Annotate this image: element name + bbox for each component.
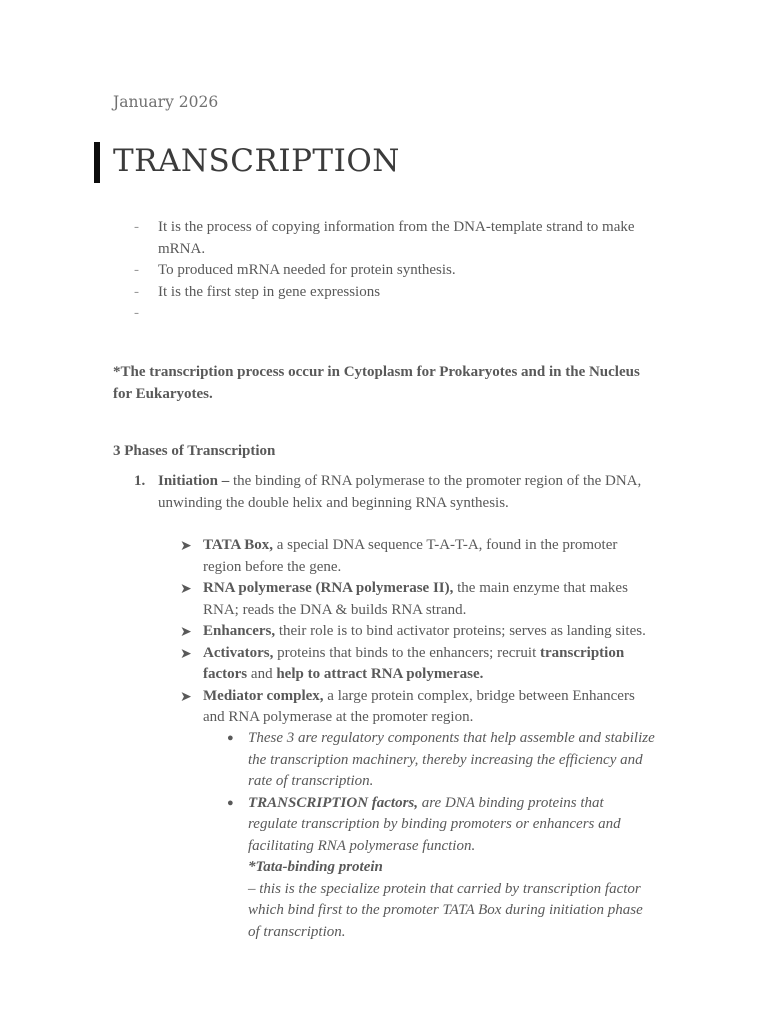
component-item — [180, 686, 652, 729]
list-item — [113, 260, 653, 282]
list-item-text: It is the first step in gene expressions — [158, 283, 381, 300]
phase-item — [113, 471, 653, 514]
component-term-secondary: transcription factors — [203, 644, 625, 682]
component-term: Activators, — [203, 644, 274, 661]
component-item — [180, 578, 652, 621]
note-item — [225, 728, 655, 793]
component-description: their role is to bind activator proteins; serves as landing sites. — [275, 623, 646, 639]
component-term: Enhancers, — [203, 623, 276, 639]
phases-heading: 3 Phases of Transcription — [113, 443, 276, 459]
document-date: January 2026 — [113, 93, 219, 111]
dash-bullet-icon: - — [134, 219, 139, 235]
intro-list — [113, 217, 653, 325]
arrowhead-bullet-icon: ➤ — [180, 582, 192, 597]
component-term: Mediator complex, — [203, 687, 324, 704]
component-item — [180, 621, 652, 643]
title-accent-bar — [94, 142, 100, 183]
arrowhead-bullet-icon: ➤ — [180, 646, 192, 662]
phase-term: Initiation – — [158, 473, 230, 489]
location-note: *The transcription process occur in Cytoplasm for Prokaryotes and in the Nucleus for Eukaryotes. — [113, 364, 640, 402]
component-description: the main enzyme that makes RNA; reads the DNA & builds RNA strand. — [203, 580, 628, 618]
component-description: a special DNA sequence T-A-T-A, found in the promoter region before the gene. — [203, 537, 618, 575]
notes-list — [225, 728, 655, 943]
component-description: proteins that binds to the enhancers; recruit — [273, 644, 540, 661]
note-term: TRANSCRIPTION factors, — [248, 794, 419, 811]
note-text: are DNA binding proteins that regulate transcription by binding promoters or enhancers and facilitating RNA polymerase function. — [248, 794, 621, 854]
note-item — [225, 793, 655, 944]
component-term-tertiary: help to attract RNA polymerase. — [276, 666, 484, 682]
arrowhead-bullet-icon: ➤ — [180, 539, 192, 554]
list-item-text — [158, 305, 162, 321]
component-item — [180, 535, 652, 578]
component-description-connector: and — [247, 666, 277, 682]
list-item-text: It is the process of copying information from the DNA-template strand to make mRNA. — [158, 219, 635, 257]
list-item — [113, 303, 653, 325]
phase-list — [113, 471, 653, 514]
list-item — [113, 282, 653, 304]
phase-description: the binding of RNA polymerase to the promoter region of the DNA, unwinding the double helix and beginning RNA synthesis. — [158, 473, 642, 511]
list-item-text: To produced mRNA needed for protein synthesis. — [158, 262, 456, 278]
dash-bullet-icon: - — [134, 262, 139, 278]
component-term: TATA Box, — [203, 537, 274, 553]
note-subtext: this is the specialize protein that carried by transcription factor which bind first to the promoter TATA Box during initiation phase of transcription. — [248, 880, 643, 940]
dash-bullet-icon: - — [134, 305, 139, 321]
phase-number: 1. — [134, 473, 146, 489]
document-title: TRANSCRIPTION — [113, 143, 400, 179]
dash-bullet-icon: - — [134, 283, 139, 300]
component-term: RNA polymerase (RNA polymerase II), — [203, 580, 454, 596]
note-text: These 3 are regulatory components that help assemble and stabilize the transcription machinery, thereby increasing the efficiency and rate of transcription. — [248, 730, 655, 789]
arrowhead-bullet-icon: ➤ — [180, 689, 192, 705]
components-list — [180, 535, 652, 729]
list-item — [113, 217, 653, 260]
note-subterm: *Tata-binding protein — [248, 859, 383, 875]
round-bullet-icon: ● — [227, 796, 234, 809]
component-item — [180, 643, 652, 686]
arrowhead-bullet-icon: ➤ — [180, 625, 192, 640]
component-description: a large protein complex, bridge between Enhancers and RNA polymerase at the promoter region. — [203, 687, 635, 725]
note-subtext-dash: – — [248, 880, 256, 897]
round-bullet-icon: ● — [227, 732, 234, 744]
